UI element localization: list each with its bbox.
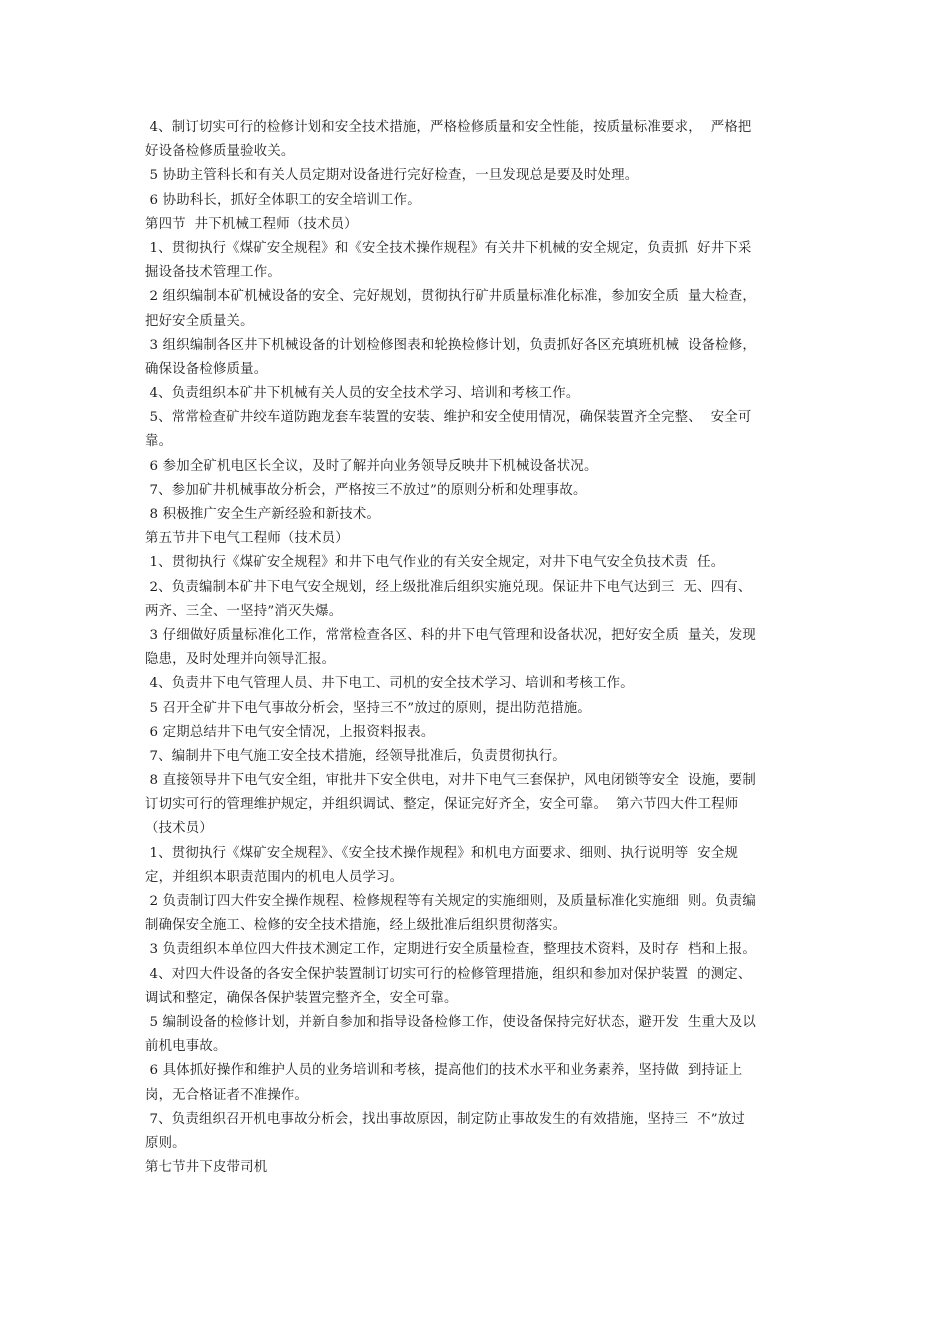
paragraph-line: 把好安全质量关。 xyxy=(145,313,254,329)
paragraph-line: 6 协助科长，抓好全体职工的安全培训工作。 xyxy=(145,192,421,208)
paragraph-line: 2、负责编制本矿井下电气安全规划，经上级批准后组织实施兑现。保证井下电气达到三 无、四有、 xyxy=(145,579,752,595)
paragraph-line: 1、贯彻执行《煤矿安全规程》和《安全技术操作规程》有关井下机械的安全规定，负责抓 好井下采 xyxy=(145,240,752,256)
paragraph-line: 7、参加矿井机械事故分析会，严格按三不放过”的原则分析和处理事故。 xyxy=(145,482,587,498)
paragraph-line: 7、编制井下电气施工安全技术措施，经领导批准后，负责贯彻执行。 xyxy=(145,748,566,764)
paragraph-line: 制确保安全施工、检修的安全技术措施，经上级批准后组织贯彻落实。 xyxy=(145,918,567,934)
paragraph-line: 8 积极推广安全生产新经验和新技术。 xyxy=(145,507,381,522)
paragraph-line: 2 组织编制本矿机械设备的安全、完好规划，贯彻执行矿井质量标准化标准，参加安全质 量大检查， xyxy=(145,289,756,305)
paragraph-line: 6 参加全矿机电区长全议，及时了解并向业务领导反映井下机械设备状况。 xyxy=(145,458,598,474)
paragraph-line: 4、负责组织本矿井下机械有关人员的安全技术学习、培训和考核工作。 xyxy=(145,386,580,402)
paragraph-line: 4、对四大件设备的各安全保护装置制订切实可行的检修管理措施，组织和参加对保护装置 的测定、 xyxy=(145,966,752,982)
paragraph-line: 3 组织编制各区井下机械设备的计划检修图表和轮换检修计划，负责抓好各区充填班机械 设备检修， xyxy=(145,337,756,353)
paragraph-line: 岗，无合格证者不准操作。 xyxy=(145,1087,309,1103)
paragraph-line: 4、制订切实可行的检修计划和安全技术措施，严格检修质量和安全性能，按质量标准要求， 严格把 xyxy=(145,120,752,135)
paragraph-line: 1、贯彻执行《煤矿安全规程》、《安全技术操作规程》和机电方面要求、细则、执行说明等 安全规 xyxy=(145,845,739,861)
paragraph-line: 6 定期总结井下电气安全情况，上报资料报表。 xyxy=(145,724,435,740)
paragraph-line: 3 负责组织本单位四大件技术测定工作，定期进行安全质量检查，整理技术资料，及时存 档和上报。 xyxy=(145,942,756,958)
paragraph-line: 原则。 xyxy=(145,1135,186,1151)
paragraph-line: 6 具体抓好操作和维护人员的业务培训和考核，提高他们的技术水平和业务素养，坚持做 到持证上 xyxy=(145,1063,743,1079)
paragraph-line: 4、负责井下电气管理人员、井下电工、司机的安全技术学习、培训和考核工作。 xyxy=(145,676,634,692)
document-page xyxy=(145,116,817,1180)
paragraph-line: 8 直接领导井下电气安全组，审批井下安全供电，对井下电气三套保护，风电闭锁等安全 设施，要制 xyxy=(145,773,756,789)
paragraph-line: 确保设备检修质量。 xyxy=(145,361,268,377)
section-heading: 第五节井下电气工程师（技术员） xyxy=(145,531,349,547)
paragraph-line: 2 负责制订四大件安全操作规程、检修规程等有关规定的实施细则，及质量标准化实施细 则。负责编 xyxy=(145,894,756,909)
paragraph-line: 5 编制设备的检修计划，并新自参加和指导设备检修工作，使设备保持完好状态，避开发 生重大及以 xyxy=(145,1014,756,1030)
paragraph-line: 定，并组织本职责范围内的机电人员学习。 xyxy=(145,869,404,885)
paragraph-line: 靠。 xyxy=(145,434,173,450)
section-heading: 第七节井下皮带司机 xyxy=(145,1160,268,1176)
paragraph-line: 5 协助主管科长和有关人员定期对设备进行完好检查，一旦发现总是要及时处理。 xyxy=(145,168,639,184)
paragraph-line: 7、负责组织召开机电事故分析会，找出事故原因，制定防止事故发生的有效措施，坚持三 不”放过 xyxy=(145,1111,745,1127)
paragraph-line: 调试和整定，确保各保护装置完整齐全，安全可靠。 xyxy=(145,990,458,1006)
paragraph-line: 3 仔细做好质量标准化工作，常常检查各区、科的井下电气管理和设备状况，把好安全质 量关，发现 xyxy=(145,627,756,643)
paragraph-line: （技术员） xyxy=(145,821,213,837)
section-heading: 第四节 井下机械工程师（技术员） xyxy=(145,216,358,232)
paragraph-line: 隐患，及时处理并向领导汇报。 xyxy=(145,652,336,668)
paragraph-line: 好设备检修质量验收关。 xyxy=(145,144,295,160)
paragraph-line: 前机电事故。 xyxy=(145,1039,227,1055)
paragraph-line: 5 召开全矿井下电气事故分析会，坚持三不”放过的原则，提出防范措施。 xyxy=(145,700,591,716)
paragraph-line: 掘设备技术管理工作。 xyxy=(145,265,281,281)
paragraph-line: 5、常常检查矿井绞车道防跑龙套车装置的安装、维护和安全使用情况，确保装置齐全完整、 安全可 xyxy=(145,410,752,426)
paragraph-line: 两齐、三全、一坚持”消灭失爆。 xyxy=(145,603,343,619)
paragraph-line: 订切实可行的管理维护规定，并组织调试、整定，保证完好齐全，安全可靠。 第六节四大件工程师 xyxy=(145,797,739,813)
paragraph-line: 1、贯彻执行《煤矿安全规程》和井下电气作业的有关安全规定，对井下电气安全负技术责 任。 xyxy=(145,555,725,571)
